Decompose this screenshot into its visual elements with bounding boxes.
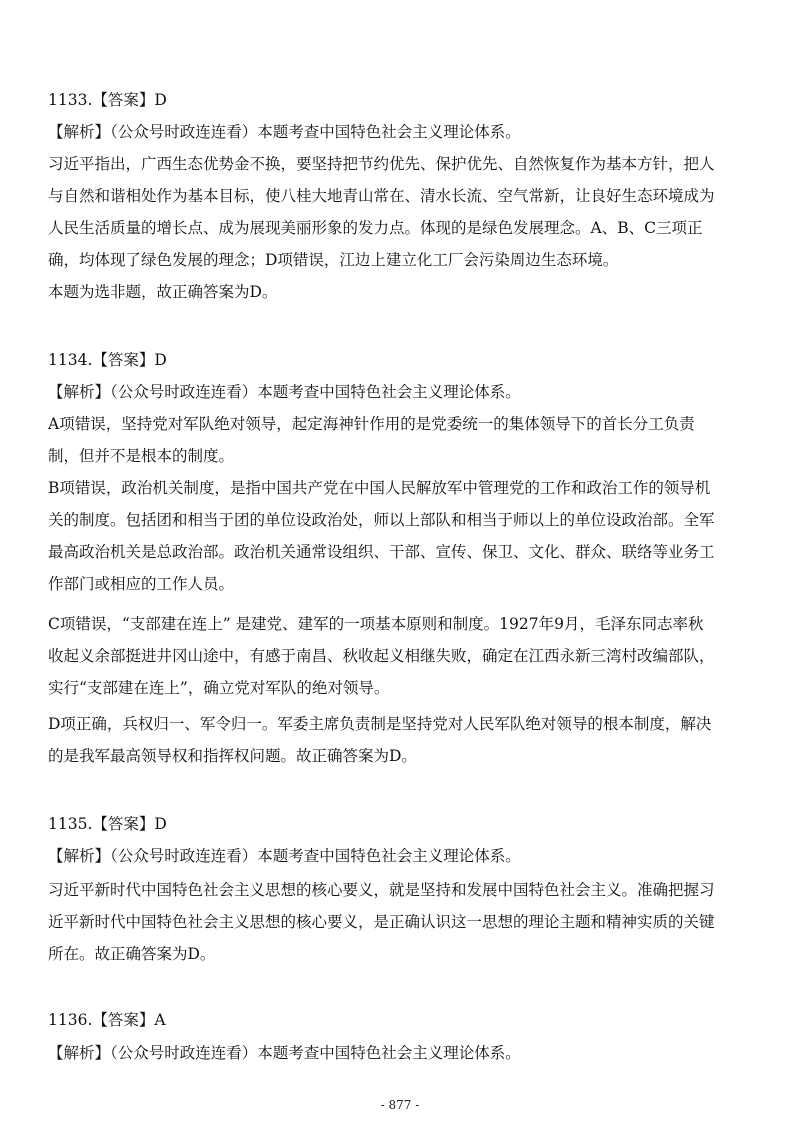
answer-heading: 1133.【答案】D — [48, 91, 167, 109]
analysis-intro: 【解析】（公众号时政连连看）本题考查中国特色社会主义理论体系。 — [48, 383, 521, 401]
answer-heading: 1135.【答案】D — [48, 815, 167, 833]
body-line: 的是我军最高领导权和指挥权问题。故正确答案为D。 — [48, 747, 417, 765]
body-line: 制，但并不是根本的制度。 — [48, 447, 235, 465]
body-line: 习近平指出，广西生态优势金不换，要坚持把节约优先、保护优先、自然恢复作为基本方针，把人 — [48, 155, 715, 173]
analysis-intro: 【解析】（公众号时政连连看）本题考查中国特色社会主义理论体系。 — [48, 123, 521, 141]
body-line: 近平新时代中国特色社会主义思想的核心要义，是正确认识这一思想的理论主题和精神实质的关键 — [48, 913, 715, 931]
page-number: - 877 - — [380, 1098, 420, 1112]
answer-heading: 1134.【答案】D — [48, 351, 167, 369]
body-line: 关的制度。包括团和相当于团的单位设政治处，师以上部队和相当于师以上的单位设政治部。全军 — [48, 511, 715, 529]
body-line: 习近平新时代中国特色社会主义思想的核心要义，就是坚持和发展中国特色社会主义。准确把握习 — [48, 881, 715, 899]
body-line: A项错误，坚持党对军队绝对领导，起定海神针作用的是党委统一的集体领导下的首长分工负责 — [48, 415, 695, 433]
body-line: D项正确，兵权归一、军令归一。军委主席负责制是坚持党对人民军队绝对领导的根本制度，解决 — [48, 715, 712, 733]
analysis-intro: 【解析】（公众号时政连连看）本题考查中国特色社会主义理论体系。 — [48, 847, 521, 865]
body-line: 收起义余部挺进井冈山途中，有感于南昌、秋收起义相继失败，确定在江西永新三湾村改编部队， — [48, 647, 715, 665]
body-line: 人民生活质量的增长点、成为展现美丽形象的发力点。体现的是绿色发展理念。A、B、C三项正 — [48, 219, 703, 237]
body-line: 所在。故正确答案为D。 — [48, 945, 216, 963]
body-line: 实行“支部建在连上”，确立党对军队的绝对领导。 — [48, 679, 390, 697]
body-line: 与自然和谐相处作为基本目标，使八桂大地青山常在、清水长流、空气常新，让良好生态环境成为 — [48, 187, 715, 205]
body-line: 确，均体现了绿色发展的理念；D项错误，江边上建立化工厂会污染周边生态环境。 — [48, 251, 619, 269]
analysis-intro: 【解析】（公众号时政连连看）本题考查中国特色社会主义理论体系。 — [48, 1044, 521, 1062]
body-line: 本题为选非题，故正确答案为D。 — [48, 283, 278, 301]
answer-heading: 1136.【答案】A — [48, 1011, 166, 1029]
body-line: B项错误，政治机关制度，是指中国共产党在中国人民解放军中管理党的工作和政治工作的领导机 — [48, 479, 711, 497]
body-line: 作部门或相应的工作人员。 — [48, 575, 235, 593]
body-line: 最高政治机关是总政治部。政治机关通常设组织、干部、宣传、保卫、文化、群众、联络等业务工 — [48, 543, 715, 561]
body-line: C项错误，“支部建在连上” 是建党、建军的一项基本原则和制度。1927年9月，毛泽东同志率秋 — [48, 615, 704, 633]
